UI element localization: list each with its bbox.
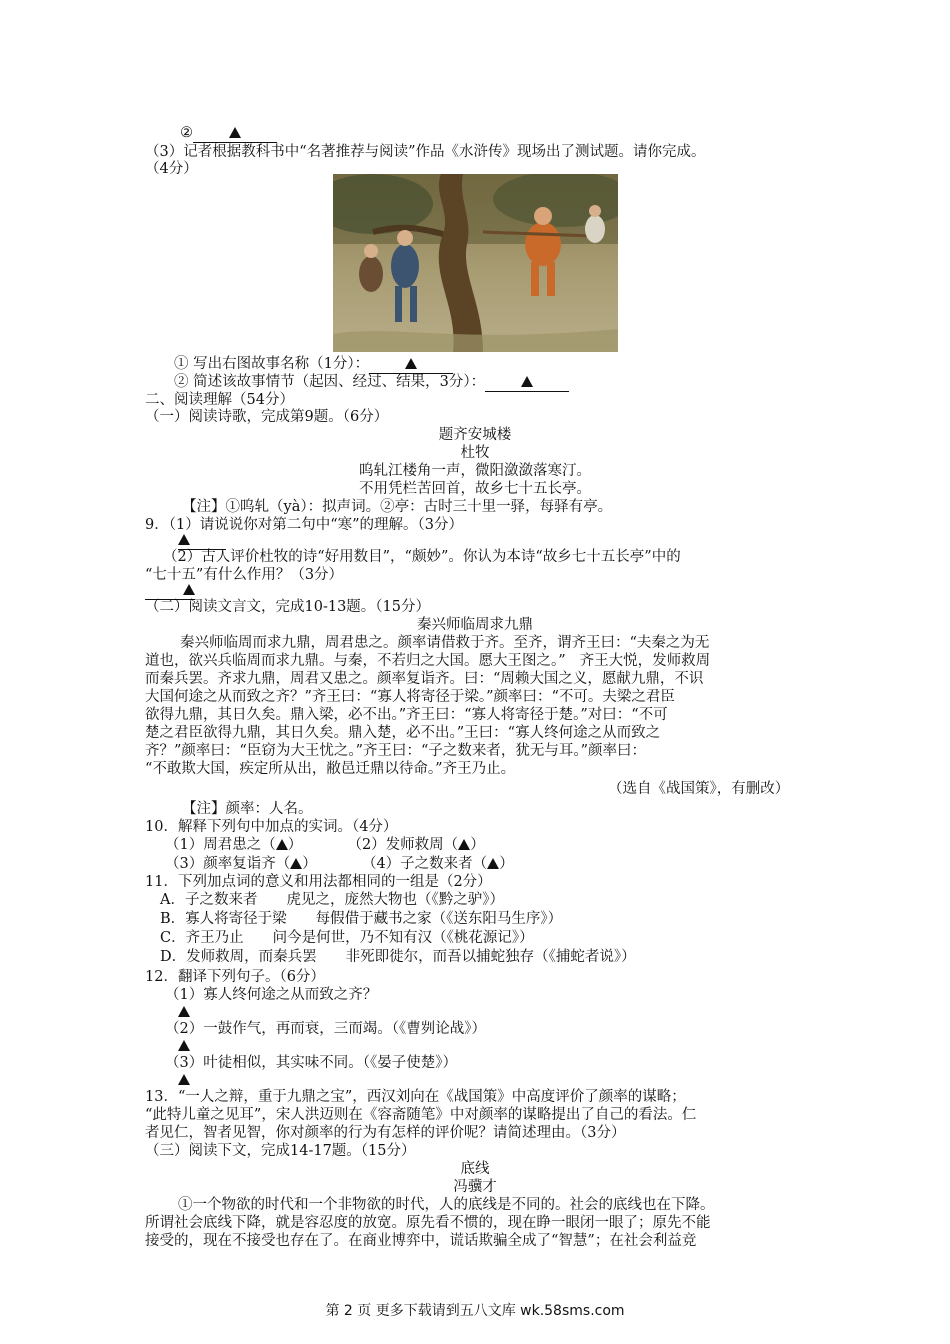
answer-blank[interactable] (193, 124, 277, 143)
classical-source: （选自《战国策》，有删改） (608, 781, 790, 797)
q11: 11．下列加点词的意义和用法都相同的一组是（2分） (145, 874, 492, 890)
essay-line-2: 所谓社会底线下降，就是容忍度的放宽。原先看不惯的，现在睁一眼闭一眼了；原先不能 (145, 1215, 711, 1231)
triangle-marker-icon[interactable] (290, 858, 302, 869)
triangle-marker-icon (405, 358, 417, 369)
q9-1: 9．（1）请说说你对第二句中“寒”的理解。（3分） (145, 517, 463, 533)
q8-3-sub2: ② 简述该故事情节（起因、经过、结果，3分）： (174, 373, 569, 392)
page-footer: 第 2 页 更多下载请到五八文库 wk.58sms.com (325, 1303, 625, 1319)
triangle-marker-icon (183, 584, 195, 595)
classical-line-2: 道也，欲兴兵临周而求九鼎。与秦，不若归之大国。愿大王图之。” 齐王大悦，发师救周 (145, 653, 711, 669)
classical-line-7: 齐？”颜率曰：“臣窃为大王忧之。”齐王曰：“子之数来者，犹无与耳。”颜率曰： (145, 743, 647, 759)
q9-2-b: “七十五”有什么作用？（3分） (145, 567, 344, 583)
classical-note: 【注】颜率：人名。 (182, 801, 313, 817)
essay-line-3: 接受的，现在不接受也存在了。在商业博弈中，谎话欺骗全成了“智慧”；在社会利益竞 (145, 1233, 697, 1249)
q9-2-a: （2）古人评价杜牧的诗“好用数目”，“颇妙”。你认为本诗“故乡七十五长亭”中的 (163, 549, 681, 565)
q11-option-c: C．齐王乃止 问今是何世，乃不知有汉（《桃花源记》） (160, 930, 534, 946)
q12-1-answer[interactable] (178, 1003, 190, 1021)
essay-line-1: ①一个物欲的时代和一个非物欲的时代，人的底线是不同的。社会的底线也在下降。 (178, 1197, 715, 1213)
part-2-title: （二）阅读文言文，完成10-13题。（15分） (145, 599, 430, 615)
classical-line-5: 欲得九鼎，其日久矣。鼎入梁，必不出。”齐王曰：“寡人将寄径于楚。”对曰：“不可 (145, 707, 668, 723)
q11-option-a: A．子之数来者 虎见之，庞然大物也（《黔之驴》） (160, 892, 504, 908)
q12-2-answer[interactable] (178, 1037, 190, 1055)
q8-2-line: ② (180, 124, 277, 143)
q11-option-d: D．发师救周，而秦兵罢 非死即徙尔，而吾以捕蛇独存（《捕蛇者说》） (160, 949, 636, 965)
q10-row-1: （1）周君患之（ ） （2）发师救周（ ） (165, 837, 485, 853)
triangle-marker-icon[interactable] (487, 858, 499, 869)
poem-note: 【注】①呜轧（yà）：拟声词。②亭：古时三十里一驿，每驿有亭。 (182, 499, 613, 515)
triangle-marker-icon (178, 534, 190, 545)
poem-author: 杜牧 (460, 445, 490, 461)
q12-3: （3）叶徒相似，其实味不同。（《晏子使楚》） (165, 1055, 457, 1071)
q13-line-1: 13．“一人之辩，重于九鼎之宝”，西汉刘向在《战国策》中高度评价了颜率的谋略； (145, 1089, 686, 1105)
classical-line-4: 大国何途之从而致之齐？”齐王曰：“寡人将寄径于梁。”颜率曰：“不可。夫梁之君臣 (145, 689, 675, 705)
poem-line-2: 不用凭栏苦回首，故乡七十五长亭。 (359, 481, 591, 497)
classical-line-3: 而秦兵罢。齐求九鼎，周君又患之。颜率复诣齐。曰：“周赖大国之义，愿献九鼎，不识 (145, 671, 704, 687)
triangle-marker-icon (178, 1040, 190, 1051)
essay-title: 底线 (460, 1161, 490, 1177)
essay-author: 冯骥才 (453, 1179, 497, 1195)
q8-3-score: （4分） (145, 161, 198, 177)
part-1-title: （一）阅读诗歌，完成第9题。（6分） (145, 409, 389, 425)
water-margin-illustration (333, 174, 618, 352)
poem-line-1: 呜轧江楼角一声，微阳潋潋落寒汀。 (359, 463, 591, 479)
q12-3-answer[interactable] (178, 1071, 190, 1089)
classical-line-6: 楚之君臣欲得九鼎，其日久矣。鼎入楚，必不出。”王曰：“寡人终何途之从而致之 (145, 725, 661, 741)
triangle-marker-icon[interactable] (276, 839, 288, 850)
triangle-marker-icon (229, 127, 241, 138)
q10-row-2: （3）颜率复诣齐（ ） （4）子之数来者（ ） (165, 856, 514, 872)
answer-blank[interactable] (485, 373, 569, 392)
part-3-title: （三）阅读下文，完成14-17题。（15分） (145, 1143, 416, 1159)
classical-line-8: “不敢欺大国，疾定所从出，敝邑迁鼎以待命。”齐王乃止。 (145, 761, 516, 777)
q10: 10．解释下列句中加点的实词。（4分） (145, 819, 398, 835)
classical-text-title: 秦兴师临周求九鼎 (417, 617, 533, 633)
q11-option-b: B．寡人将寄径于梁 每假借于藏书之家（《送东阳马生序》） (160, 911, 563, 927)
section-2-title: 二、阅读理解（54分） (145, 392, 294, 408)
q13-line-2: “此特儿童之见耳”，宋人洪迈则在《容斋随笔》中对颜率的谋略提出了自己的看法。仁 (145, 1107, 697, 1123)
classical-line-1: 秦兴师临周而求九鼎，周君患之。颜率请借救于齐。至齐，谓齐王曰：“夫秦之为无 (180, 635, 710, 651)
q12-1: （1）寡人终何途之从而致之齐？ (165, 987, 378, 1003)
triangle-marker-icon (521, 376, 533, 387)
q13-line-3: 者见仁，智者见智，你对颜率的行为有怎样的评价呢？请简述理由。（3分） (145, 1125, 626, 1141)
poem-title: 题齐安城楼 (438, 427, 512, 443)
q8-3-text: （3）记者根据教科书中“名著推荐与阅读”作品《水浒传》现场出了测试题。请你完成。 (145, 144, 706, 160)
answer-blank[interactable] (369, 355, 453, 374)
q12-2: （2）一鼓作气，再而衰，三而竭。（《曹刿论战》） (165, 1021, 486, 1037)
triangle-marker-icon[interactable] (458, 839, 470, 850)
triangle-marker-icon (178, 1006, 190, 1017)
q8-3-sub1: ① 写出右图故事名称（1分）： (174, 355, 453, 374)
triangle-marker-icon (178, 1074, 190, 1085)
q12: 12．翻译下列句子。（6分） (145, 969, 325, 985)
